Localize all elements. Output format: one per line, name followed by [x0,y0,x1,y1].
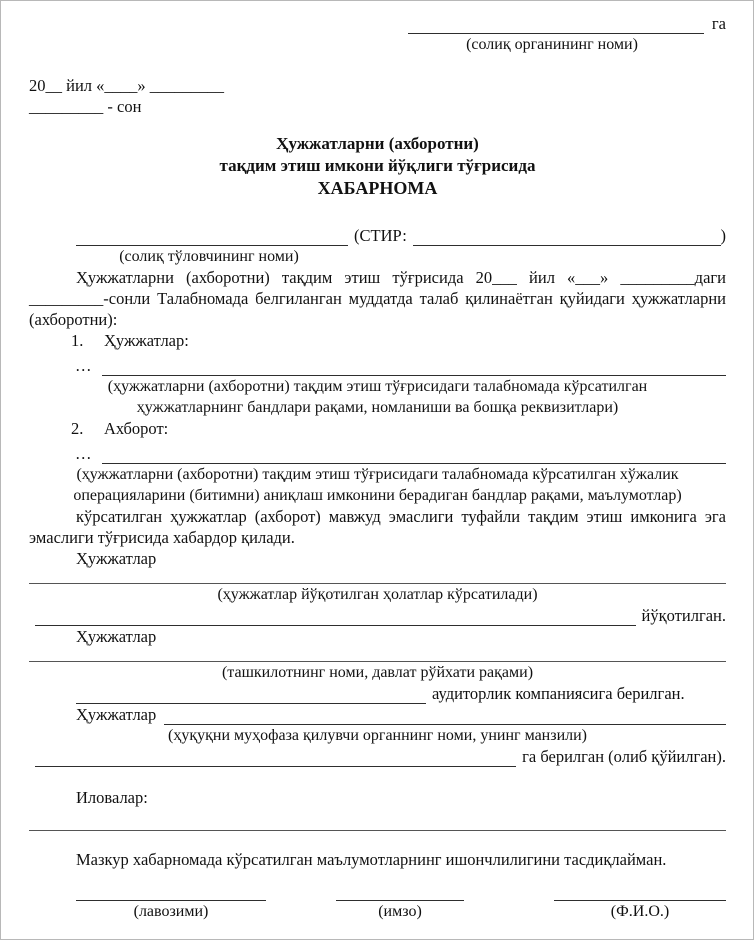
stir-blank-line [413,230,721,246]
addressee-particle: га [711,14,726,33]
audit-section-blank-line [29,647,726,662]
item-1-blank-line [102,360,727,376]
law-section-blank-line [164,709,726,725]
item-1-caption-line-1: (ҳужжатларни (ахборотни) тақдим этиш тўғрисидаги талабномада кўрсатилган [107,378,648,395]
audit-suffix-blank-line [76,688,426,704]
audit-section-caption: (ташкилотнинг номи, давлат рўйхати рақами) [221,664,534,681]
law-suffix-line [29,746,726,767]
law-suffix-text: га берилган (олиб қўйилган). [522,747,726,766]
taxpayer-line [29,225,726,246]
lost-section-blank-line [29,569,726,584]
taxpayer-name-blank-line [76,230,348,246]
item-2-fill-line [29,443,726,464]
signature-sign-block [336,884,464,922]
audit-suffix-text: аудиторлик компаниясига берилган. [432,684,685,703]
item-1-number: 1. [71,331,84,350]
statement-paragraph: кўрсатилган ҳужжатлар (ахборот) мавжуд эмаслиги туфайли тақдим этиш имконига эга эмаслиги тўғрисида хабардор қилади. [29,507,726,547]
tax-organ-blank-line [408,18,704,34]
sign-blank-line [336,884,464,901]
stir-label: (СТИР: [354,226,407,245]
attachments-label: Иловалар: [76,788,148,807]
item-2-ellipsis: … [75,444,92,463]
item-1-ellipsis: … [75,356,92,375]
item-1-caption-line-2: ҳужжатларнинг бандлари рақами, номланиши ва бошқа реквизитлари) [136,399,619,416]
item-1-fill-line [29,355,726,376]
lost-section-lead: Ҳужжатлар [76,549,157,568]
title-line-3: ХАБАРНОМА [317,178,438,198]
audit-suffix-line [29,683,726,704]
name-blank-line [554,884,726,901]
number-line: _________ - сон [29,97,142,116]
stir-close-paren: ) [720,226,726,245]
document-title [29,133,726,199]
lost-suffix-line [29,605,726,626]
date-line: 20__ йил «____» _________ [29,76,225,95]
item-2-blank-line [102,448,727,464]
item-2-label: Ахборот: [104,419,169,438]
title-line-2: тақдим этиш имкони йўқлиги тўғрисида [219,156,536,175]
law-section-caption: (ҳуқуқни муҳофаза қилувчи органнинг номи, унинг манзили) [168,727,587,744]
law-section-lead: Ҳужжатлар [76,705,157,724]
name-caption: (Ф.И.О.) [610,903,670,920]
list-item-information [71,418,726,439]
item-2-caption-line-2: операцияларини (битимни) аниқлаш имконини берадиган бандлар рақами, маълумотлар) [73,487,682,504]
item-1-label: Ҳужжатлар: [104,331,189,350]
attachments-blank-line [29,818,726,831]
signature-row [29,884,726,922]
confirmation-statement: Мазкур хабарномада кўрсатилган маълумотларнинг ишончлилигини тасдиқлайман. [76,850,667,869]
title-line-1: Ҳужжатларни (ахборотни) [276,134,479,153]
signature-name-block [554,884,726,922]
audit-section-lead: Ҳужжатлар [76,627,157,646]
law-suffix-blank-line [35,751,516,767]
signature-position-block [76,884,266,922]
tax-organ-caption: (солиқ органининг номи) [466,36,638,53]
lost-suffix-text: йўқотилган. [641,606,726,625]
lost-section-caption: (ҳужжатлар йўқотилган ҳолатлар кўрсатилади) [217,586,538,603]
sign-caption: (имзо) [378,903,422,920]
position-caption: (лавозими) [133,903,209,920]
addressee-block [408,13,726,55]
taxpayer-caption: (солиқ тўловчининг номи) [119,248,299,265]
position-blank-line [76,884,266,901]
law-section-lead-line [29,704,726,725]
list-item-documents [71,330,726,351]
lost-suffix-blank-line [35,610,636,626]
intro-paragraph: Ҳужжатларни (ахборотни) тақдим этиш тўғрисида 20___ йил «___» _________даги _________-сонли Талабномада белгиланган муддатда талаб қилинаётган қуйидаги ҳужжатларни (ахборотни): [29,268,726,329]
item-2-number: 2. [71,419,84,438]
item-2-caption-line-1: (ҳужжатларни (ахборотни) тақдим этиш тўғрисидаги талабномада кўрсатилган хўжалик [76,466,679,483]
